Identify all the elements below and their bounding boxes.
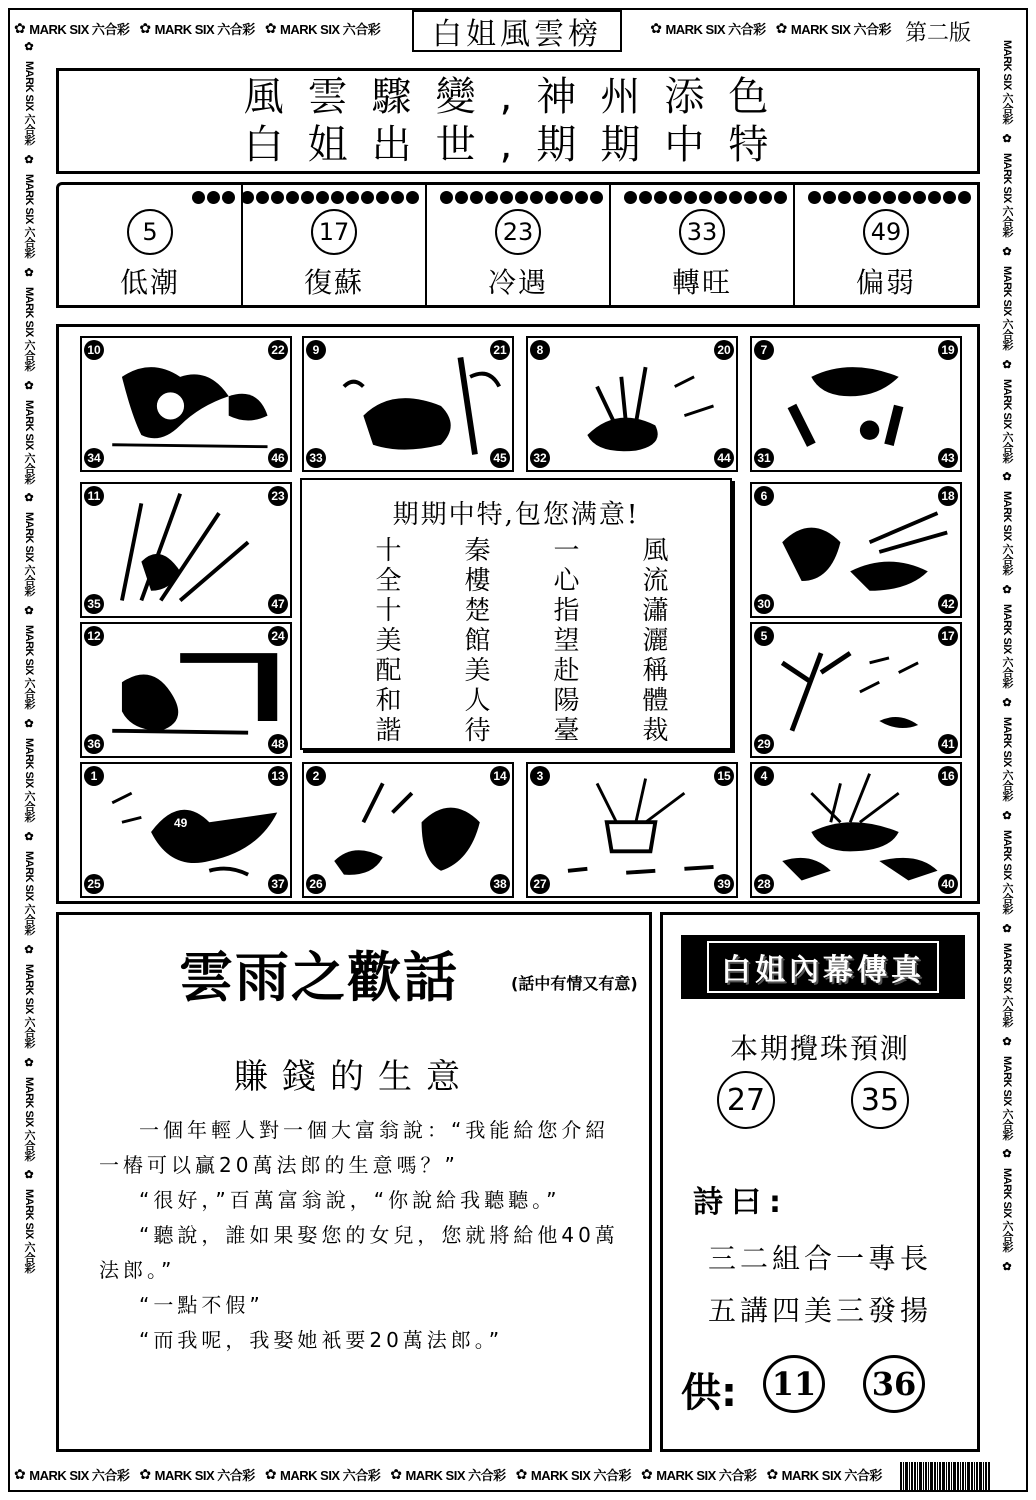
ink-painting-image (82, 338, 290, 470)
flower-icon: ✿ (1002, 132, 1012, 145)
flower-icon: ✿ (1002, 358, 1012, 371)
story-paragraph: “很好，”百萬富翁說，“你說給我聽聽。” (139, 1188, 561, 1212)
center-poem-box (300, 478, 732, 750)
poem-char: 望 (553, 626, 580, 656)
ball-dots (808, 191, 971, 204)
number-cell (611, 185, 795, 305)
number-badge: 33 (306, 448, 326, 468)
flower-icon: ✿ (775, 19, 787, 36)
strip-item: ✿ MARK SIX 六合彩 (139, 19, 255, 37)
slogan-line-1: 風雲驟變,神州添色 (243, 74, 793, 120)
number-badge: 47 (268, 594, 288, 614)
story-title: 賺錢的生意 (234, 1057, 474, 1097)
prediction-number: 27 (717, 1071, 775, 1129)
number-badge: 35 (84, 594, 104, 614)
ink-painting-image (82, 484, 290, 616)
flower-icon: ✿ (1002, 922, 1012, 935)
slogan-box (56, 68, 980, 174)
prediction-box (660, 912, 980, 1452)
number-badge: 43 (938, 448, 958, 468)
poem-char: 赴 (553, 656, 580, 686)
flower-icon: ✿ (515, 1465, 527, 1482)
number-badge: 36 (84, 734, 104, 754)
flower-icon: ✿ (264, 19, 277, 36)
number-badge: 32 (530, 448, 550, 468)
number-circle: 23 (495, 209, 541, 255)
number-cell (427, 185, 611, 305)
zodiac-picture (302, 762, 514, 898)
flower-icon: ✿ (1002, 471, 1012, 484)
strip-item: ✿ MARK SIX 六合彩 (766, 1465, 882, 1483)
flower-icon: ✿ (24, 1169, 34, 1182)
number-badge: 6 (754, 486, 774, 506)
number-badge: 30 (754, 594, 774, 614)
strip-item: ✿ MARK SIX 六合彩 (139, 1465, 255, 1483)
number-badge: 46 (268, 448, 288, 468)
number-badge: 38 (490, 874, 510, 894)
poem-char: 指 (553, 596, 580, 626)
number-row (56, 182, 980, 308)
flower-icon: ✿ (24, 153, 34, 166)
story-paragraph: “聽說，誰如果娶您的女兒，您就將給他40萬法郎。” (99, 1223, 619, 1282)
barcode-icon (900, 1462, 1018, 1490)
flower-icon: ✿ (1002, 584, 1012, 597)
poem-char: 全 (375, 566, 402, 596)
number-badge: 25 (84, 874, 104, 894)
ink-painting-image (304, 338, 512, 470)
story-paragraph: 一個年輕人對一個大富翁說：“我能給您介紹一樁可以贏20萬法郎的生意嗎？” (99, 1118, 610, 1177)
story-box (56, 912, 652, 1452)
number-badge: 18 (938, 486, 958, 506)
ink-painting-image (304, 764, 512, 896)
number-badge: 44 (714, 448, 734, 468)
number-badge: 1 (84, 766, 104, 786)
poem-char: 臺 (553, 716, 580, 746)
number-badge: 9 (306, 340, 326, 360)
gong-number: 36 (863, 1355, 925, 1413)
zodiac-picture (750, 482, 962, 618)
strip-item: ✿ MARK SIX 六合彩 (775, 19, 892, 37)
flower-icon: ✿ (650, 19, 662, 36)
flower-icon: ✿ (1002, 1035, 1012, 1048)
number-badge: 39 (714, 874, 734, 894)
number-label: 偏弱 (855, 266, 916, 299)
number-badge: 29 (754, 734, 774, 754)
flower-icon: ✿ (24, 943, 34, 956)
flower-icon: ✿ (24, 492, 34, 505)
number-badge: 23 (268, 486, 288, 506)
flower-icon: ✿ (14, 19, 26, 36)
number-badge: 16 (938, 766, 958, 786)
poem-char: 稱 (642, 656, 669, 686)
poem-char: 瀟 (642, 596, 669, 626)
zodiac-picture (80, 762, 292, 898)
ink-painting-image (82, 764, 290, 896)
number-badge: 2 (306, 766, 326, 786)
number-badge: 20 (714, 340, 734, 360)
number-badge: 17 (938, 626, 958, 646)
poem-char: 美 (375, 626, 402, 656)
gong-number: 11 (763, 1355, 825, 1413)
banner-text: 白姐內幕傳真 (707, 941, 939, 993)
number-badge: 48 (268, 734, 288, 754)
flower-icon: ✿ (766, 1465, 778, 1482)
strip-item: ✿ MARK SIX 六合彩 (515, 1465, 632, 1483)
flower-icon: ✿ (24, 41, 34, 53)
ink-painting-image (752, 764, 960, 896)
number-cell (243, 185, 427, 305)
poem-char: 流 (642, 566, 669, 596)
number-badge: 10 (84, 340, 104, 360)
flower-icon: ✿ (264, 1465, 277, 1482)
number-badge: 8 (530, 340, 550, 360)
story-subheading: (話中有情又有意) (511, 974, 638, 993)
number-badge: 5 (754, 626, 774, 646)
number-label: 轉旺 (671, 266, 732, 299)
poem-char: 十 (375, 596, 402, 626)
flower-icon: ✿ (1002, 1148, 1012, 1161)
ball-dots (192, 191, 235, 204)
poem-char: 裁 (642, 716, 669, 746)
number-badge: 37 (268, 874, 288, 894)
flower-icon: ✿ (1002, 697, 1012, 710)
prediction-number: 35 (851, 1071, 909, 1129)
bottom-border-strip (14, 1456, 894, 1492)
number-badge: 41 (938, 734, 958, 754)
strip-item: ✿ MARK SIX 六合彩 (641, 1465, 757, 1483)
ball-dots (241, 191, 419, 204)
number-badge: 45 (490, 448, 510, 468)
flower-icon: ✿ (24, 266, 34, 279)
ink-painting-image (752, 484, 960, 616)
ink-painting-image (82, 624, 290, 756)
poem-char: 待 (464, 716, 491, 746)
zodiac-picture (80, 482, 292, 618)
center-poem-title: 期期中特,包您满意! (392, 500, 640, 530)
number-badge: 3 (530, 766, 550, 786)
flower-icon: ✿ (24, 718, 34, 731)
poem-char: 十 (375, 536, 402, 566)
flower-icon: ✿ (24, 605, 34, 618)
zodiac-picture (526, 336, 738, 472)
number-circle: 33 (679, 209, 725, 255)
slogan-line-2: 白姐出世,期期中特 (243, 122, 793, 168)
number-label: 復蘇 (303, 266, 364, 299)
poem-char: 楚 (464, 596, 491, 626)
number-badge: 24 (268, 626, 288, 646)
zodiac-picture (80, 336, 292, 472)
flower-icon: ✿ (390, 1465, 402, 1482)
poem-char: 體 (642, 686, 669, 716)
zodiac-picture (80, 622, 292, 758)
poem-char: 美 (464, 656, 491, 686)
gong-label: 供: (681, 1370, 737, 1416)
poem-char: 一 (553, 536, 580, 566)
number-badge: 7 (754, 340, 774, 360)
story-paragraph: “一點不假” (139, 1293, 264, 1317)
strip-item: ✿ MARK SIX 六合彩 (264, 1465, 381, 1483)
poem-label: 詩曰: (693, 1185, 789, 1220)
number-circle: 49 (863, 209, 909, 255)
ink-painting-image (528, 338, 736, 470)
zodiac-picture (750, 762, 962, 898)
flower-icon: ✿ (24, 379, 34, 392)
left-border-strip: ✿ MARK SIX 六合彩 ✿ MARK SIX 六合彩 ✿ MARK SIX 六合彩 ✿ MARK SIX 六合彩 ✿ MARK SIX 六合彩 ✿ MARK SIX 六合彩 ✿ MARK SIX 六合彩 ✿ MARK SIX 六合彩 ✿ MARK SIX 六合彩 ✿ MARK SIX 六合彩 ✿ MARK SIX 六合彩 (23, 41, 35, 1274)
poem-char: 和 (375, 686, 402, 716)
number-label: 冷遇 (487, 266, 548, 299)
flower-icon: ✿ (1002, 1261, 1012, 1274)
number-badge: 15 (714, 766, 734, 786)
flower-icon: ✿ (1002, 809, 1012, 822)
zodiac-picture (750, 336, 962, 472)
ball-dots (440, 191, 603, 204)
banner (681, 935, 965, 999)
number-badge: 12 (84, 626, 104, 646)
number-badge: 21 (490, 340, 510, 360)
number-badge: 40 (938, 874, 958, 894)
prediction-title: 本期攪珠預測 (729, 1032, 910, 1065)
number-badge: 19 (938, 340, 958, 360)
number-badge: 31 (754, 448, 774, 468)
strip-item: ✿ MARK SIX 六合彩 (264, 19, 381, 37)
flower-icon: ✿ (139, 1465, 151, 1482)
number-cell (59, 185, 243, 305)
number-badge: 22 (268, 340, 288, 360)
number-badge: 13 (268, 766, 288, 786)
number-badge: 14 (490, 766, 510, 786)
strip-item: ✿ MARK SIX 六合彩 (14, 19, 130, 37)
poem-char: 樓 (464, 566, 491, 596)
poem-char: 配 (375, 656, 402, 686)
page-title: 白姐風雲榜 (412, 10, 622, 52)
number-label: 低潮 (119, 266, 180, 299)
edition-label: 第二版 (896, 14, 980, 48)
number-badge: 4 (754, 766, 774, 786)
number-circle: 5 (127, 209, 173, 255)
ink-painting-image (528, 764, 736, 896)
zodiac-picture (526, 762, 738, 898)
flower-icon: ✿ (1002, 245, 1012, 258)
number-badge: 27 (530, 874, 550, 894)
poem-line: 三二組合一專長 (707, 1242, 932, 1275)
poem-line: 五講四美三發揚 (707, 1294, 932, 1327)
story-heading: 雲雨之歡話 (179, 945, 459, 1009)
center-poem-grid (344, 536, 700, 746)
right-border-strip: MARK SIX 六合彩 ✿ MARK SIX 六合彩 ✿ MARK SIX 六合彩 ✿ MARK SIX 六合彩 ✿ MARK SIX 六合彩 ✿ MARK SIX 六合彩 ✿ MARK SIX 六合彩 ✿ MARK SIX 六合彩 ✿ MARK SIX 六合彩 ✿ MARK SIX 六合彩 ✿ MARK SIX 六合彩 ✿ (1001, 40, 1013, 1274)
strip-item: ✿ MARK SIX 六合彩 (14, 1465, 130, 1483)
poem-char: 人 (464, 686, 491, 716)
number-badge: 11 (84, 486, 104, 506)
zodiac-picture (302, 336, 514, 472)
number-badge: 34 (84, 448, 104, 468)
poem-char: 灑 (642, 626, 669, 656)
strip-item: ✿ MARK SIX 六合彩 (390, 1465, 506, 1483)
flower-icon: ✿ (14, 1465, 26, 1482)
story-text (99, 1113, 619, 1358)
flower-icon: ✿ (139, 19, 151, 36)
number-badge: 26 (306, 874, 326, 894)
poem-char: 諧 (375, 716, 402, 746)
poem-char: 陽 (553, 686, 580, 716)
strip-item: ✿ MARK SIX 六合彩 (650, 19, 766, 37)
zodiac-picture (750, 622, 962, 758)
flower-icon: ✿ (24, 830, 34, 843)
flower-icon: ✿ (641, 1465, 653, 1482)
picture-number: 49 (174, 816, 188, 830)
flower-icon: ✿ (24, 1056, 34, 1069)
ink-painting-image (752, 338, 960, 470)
poem-char: 秦 (464, 536, 491, 566)
number-badge: 28 (754, 874, 774, 894)
ink-painting-image (752, 624, 960, 756)
number-cell (795, 185, 977, 305)
number-circle: 17 (311, 209, 357, 255)
poem-char: 心 (553, 566, 580, 596)
number-badge: 42 (938, 594, 958, 614)
poem-char: 館 (464, 626, 491, 656)
story-paragraph: “而我呢，我娶她衹要20萬法郎。” (139, 1328, 504, 1352)
ball-dots (624, 191, 787, 204)
poem-char: 風 (642, 536, 669, 566)
